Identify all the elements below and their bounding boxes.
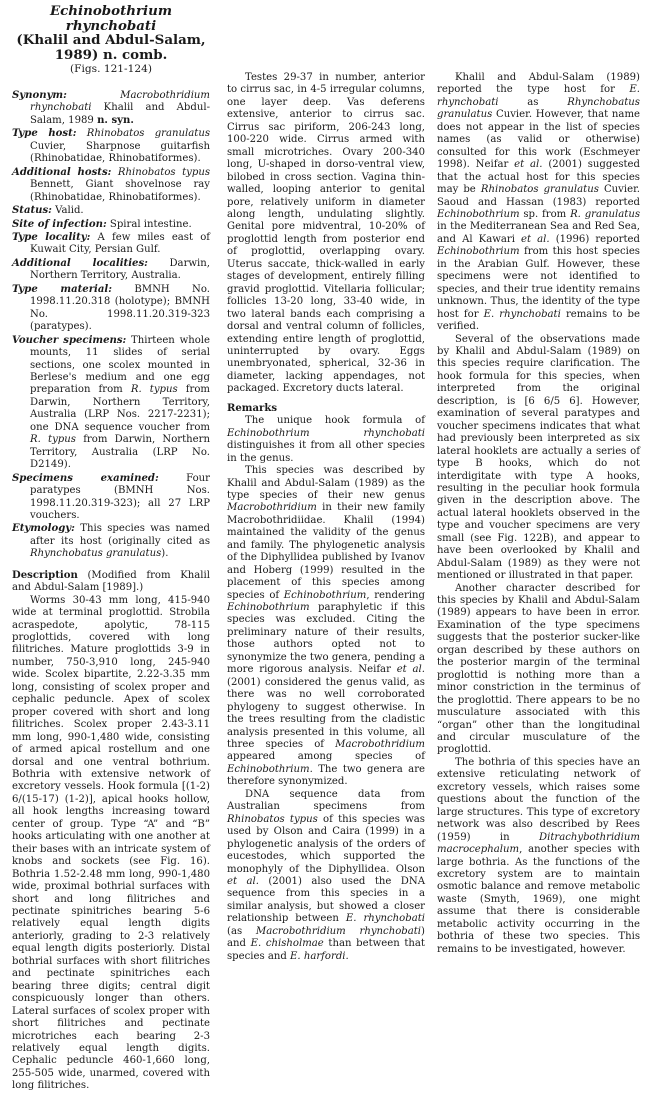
remarks-heading: Remarks — [227, 402, 278, 414]
remarks-paragraph-2: This species was described by Khalil and Abdul-Salam (1989) as the type species of their new genus Macrobothridium in their new family Macrobothridiidae. Khalil (1994) maintained the validity of the genus and family. The phylogenetic analysis of the Diphyllidea published by Ivanov and Hoberg (1999) resulted in the placement of this species among species of Echinobothrium, rendering Echinobothrium paraphyletic if this species was excluded. Citing the preliminary nature of their results, those authors opted not to synonymize the two genera, pending a more rigorous analysis. Neifar et al. (2001) considered the genus valid, as there was no well corroborated phylogeny to suggest otherwise. In the trees resulting from the cladistic analysis presented in this volume, all three species of Macrobothridium appeared among species of Echinobothrium. The two genera are therefore synonymized. — [227, 465, 425, 788]
type-host-entry: Type host: Rhinobatos granulatus Cuvier, Sharpnose guitarfish (Rhinobatidae, Rhinobatiformes). — [12, 128, 211, 165]
description-heading: Description (Modified from Khalil and Abdul-Salam [1989].) — [12, 569, 210, 594]
species-authority: (Khalil and Abdul-Salam, 1989) n. comb. — [16, 32, 206, 63]
remarks-paragraph-1: The unique hook formula of Echinobothrium rhynchobati distinguishes it from all other species in the genus. — [227, 415, 425, 464]
column-2 — [227, 72, 425, 963]
type-locality-entry: Type locality: A few miles east of Kuwait City, Persian Gulf. — [12, 231, 211, 256]
type-material-entry: Type material: BMNH No. 1998.11.20.318 (holotype); BMNH No. 1998.11.20.319-323 (paratypes). — [12, 283, 210, 333]
etymology-entry: Etymology: This species was named after its host (originally cited as Rhynchobatus granulatus). — [12, 523, 210, 560]
remarks-paragraph-5: Several of the observations made by Khalil and Abdul-Salam (1989) on this species require clarification. The hook formula for this species, when interpreted from the original description, is [6 6/5 6]. However, examination of several paratypes and voucher specimens indicates that what had previously been interpreted as six lateral hooklets are actually a series of type B hooks, which do not interdigitate with type A hooks, resulting in the peculiar hook formula given in the description above. The actual lateral hooklets observed in the type and voucher specimens are very small (see Fig. 122B), and appear to have been overlooked by Khalil and Abdul-Salam (1989) as they were not mentioned or illustrated in that paper. — [437, 333, 640, 582]
species-title — [12, 4, 210, 62]
description-paragraph-2: Testes 29-37 in number, anterior to cirrus sac, in 4-5 irregular columns, one layer deep. Vas deferens extensive, anterior to cirrus sac. Cirrus sac piriform, 206-243 long, 100-220 wide. Cirrus armed with small microtriches. Ovary 200-340 long, U-shaped in dorso-ventral view, bilobed in cross section. Vagina thin-walled, looping anterior to genital pore, relatively uniform in diameter along length, undulating slightly. Genital pore midventral, 10-20% of proglottid length from posterior end of proglottid, overlapping ovary. Uterus saccate, thick-walled in early stages of development, entirely filling gravid proglottid. Vitellaria follicular; follicles 13-20 long, 33-40 wide, in two lateral bands each comprising a dorsal and ventral column of follicles, extending entire length of proglottid, uninterrupted by ovary. Eggs unembryonated, spherical, 32-36 in diameter, lacking appendages, not packaged. Excretory ducts lateral. — [227, 72, 425, 395]
remarks-paragraph-3: DNA sequence data from Australian specimens from Rhinobatos typus of this species was used by Olson and Caira (1999) in a phylogenetic analysis of the orders of eucestodes, which supported the monophyly of the Diphyllidea. Olson et al. (2001) also used the DNA sequence from this species in a similar analysis, but showed a closer relationship between E. rhynchobati (as Macrobothridium rhynchobati) and E. chisholmae than between that species and E. harfordi. — [227, 788, 426, 962]
additional-localities-entry: Additional localities: Darwin, Northern Territory, Australia. — [12, 257, 210, 282]
description-paragraph-1: Worms 30-43 mm long, 415-940 wide at terminal proglottid. Strobila acraspedote, apolytic, 78-115 proglottids, covered with long filitriches. Mature proglottids 3-9 in number, 750-3,910 long, 245-940 wide. Scolex bipartite, 2.22-3.35 mm long, consisting of scolex proper and cephalic peduncle. Apex of scolex proper covered with short and long filitriches. Scolex proper 2.43-3.11 mm long, 990-1,480 wide, consisting of armed apical rostellum and one dorsal and one ventral bothrium. Bothria with extensive network of excretory vessels. Hook formula [(1-2) 6/(15-17) (1-2)], apical hooks hollow, all hook lengths increasing toward center of group. Type “A” and “B” hooks articulating with one another at their bases with an intricate system of knobs and sockets (see Fig. 16). Bothria 1.52-2.48 mm long, 990-1,480 wide, proximal bothrial surfaces with short and long filitriches and pectinate spinitriches bearing 5-6 relatively equal length digits anteriorly, grading to 2-3 relatively equal length digits posteriorly. Distal bothrial surfaces with short filitriches and pectinate spinitriches each bearing three digits; central digit conspicuously longer than others. Lateral surfaces of scolex proper with short filitriches and pectinate microtriches each bearing 2-3 relatively equal length digits. Cephalic peduncle 460-1,660 long, 255-505 wide, unarmed, covered with long filitriches. — [12, 594, 210, 1092]
remarks-paragraph-6: Another character described for this species by Khalil and Abdul-Salam (1989) appears to have been in error. Examination of the type specimens suggests that the posterior sucker-like organ described by these authors on the posterior margin of the terminal proglottid is nothing more than a minor constriction in the terminus of the proglottid. There appears to be no musculature associated with this “organ” other than the longitudinal and circular musculature of the proglottid. — [437, 582, 640, 756]
remarks-paragraph-7: The bothria of this species have an extensive reticulating network of excretory vessels, which raises some questions about the function of the large structures. This type of excretory network was also described by Rees (1959) in Ditrachybothridium macrocephalum, another species with large bothria. As the functions of the excretory system are to maintain osmotic balance and remove metabolic waste (Smyth, 1969), one might assume that there is considerable metabolic activity occurring in the bothria of these two species. This remains to be investigated, however. — [437, 756, 640, 955]
species-name: Echinobothrium rhynchobati — [49, 3, 173, 34]
species-header — [12, 4, 210, 76]
figure-reference: (Figs. 121-124) — [70, 63, 152, 75]
voucher-entry: Voucher specimens: Thirteen whole mounts, 11 slides of serial sections, one scolex mounted in Berlese's medium and one egg preparation from R. typus from Darwin, Northern Territory, Australia (LRP Nos. 2217-2231); one DNA sequence voucher from R. typus from Darwin, Northern Territory, Australia (LRP No. D2149). — [12, 334, 210, 471]
specimens-examined-entry: Specimens examined: Four paratypes (BMNH Nos. 1998.11.20.319-323); all 27 LRP vouchers. — [12, 472, 210, 521]
remarks-paragraph-4: Khalil and Abdul-Salam (1989) reported the type host for E. rhynchobati as Rhynchobatus granulatus Cuvier. However, that name does not appear in the list of species names (as valid or otherwise) consulted for this work (Eschmeyer 1998). Neifar et al. (2001) suggested that the actual host for this species may be Rhinobatos granulatus Cuvier. Saoud and Hassan (1983) reported Echinobothrium sp. from R. granulatus in the Mediterranean Sea and Red Sea, and Al Kawari et al. (1996) reported Echinobothrium from this host species in the Arabian Gulf. However, these specimens were not identified to species, and their true identity remains unknown. Thus, the identity of the type host for E. rhynchobati remains to be verified. — [437, 72, 640, 333]
status-entry: Status: Valid. — [12, 205, 84, 217]
synonym-entry: Synonym: Macrobothridium rhynchobati Khalil and Abdul-Salam, 1989 n. syn. — [12, 90, 210, 126]
column-1 — [12, 0, 210, 1093]
site-entry: Site of infection: Spiral intestine. — [12, 218, 192, 230]
additional-hosts-entry: Additional hosts: Rhinobatos typus Bennett, Giant shovelnose ray (Rhinobatidae, Rhinobatiformes). — [12, 166, 210, 203]
column-3 — [437, 72, 640, 956]
